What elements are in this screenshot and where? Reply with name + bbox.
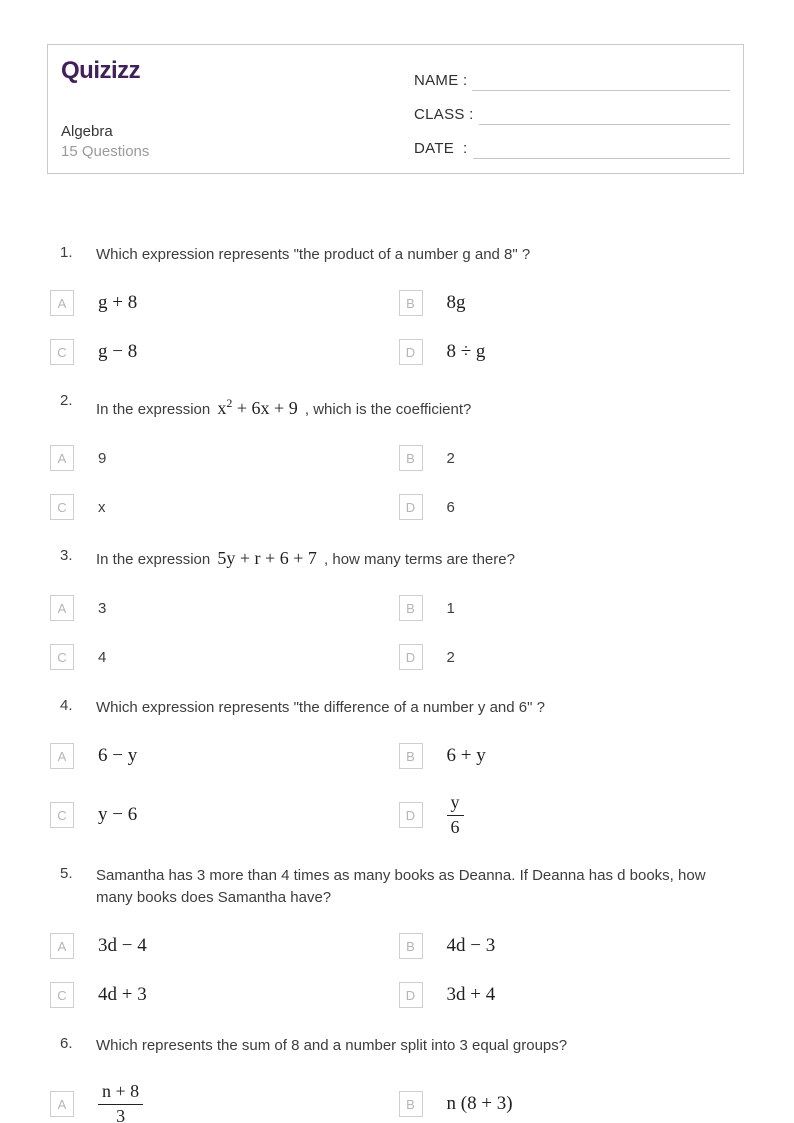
question-number: 2. <box>60 392 73 409</box>
worksheet-header <box>47 44 744 174</box>
options-grid <box>47 743 744 838</box>
option-c <box>47 802 396 828</box>
question-text <box>96 865 744 909</box>
field-label-name: NAME : <box>414 72 468 89</box>
option-c <box>47 339 396 365</box>
option-content: 4d + 3 <box>98 984 147 1006</box>
fraction-denominator: 6 <box>450 816 460 837</box>
option-d <box>396 494 745 520</box>
question-header-row <box>47 1035 744 1057</box>
question-text-segment: Which expression represents "the product of a number g and 8" ? <box>96 246 531 263</box>
fraction-denominator: 3 <box>116 1105 126 1123</box>
option-content: 8 ÷ g <box>446 341 486 362</box>
option-letter-box[interactable]: D <box>399 494 423 520</box>
options-grid <box>47 595 744 670</box>
question-number: 4. <box>60 697 73 714</box>
option-content: g − 8 <box>98 341 138 362</box>
option-content: 4 <box>98 648 107 666</box>
option-letter-box[interactable]: D <box>399 339 423 365</box>
question-math-expression: 5y + r + 6 + 7 <box>217 548 317 568</box>
option-content: 9 <box>98 449 107 467</box>
option-letter-box[interactable]: B <box>399 1091 423 1117</box>
question-text <box>96 1035 744 1057</box>
option-letter-box[interactable]: B <box>399 595 423 621</box>
option-a <box>47 933 396 959</box>
option-letter-box[interactable]: B <box>399 290 423 316</box>
option-content: 4d − 3 <box>446 935 496 957</box>
question-header-row <box>47 392 744 421</box>
quizizz-logo <box>61 57 140 85</box>
question-text <box>96 697 744 719</box>
option-letter-box[interactable]: A <box>50 290 74 316</box>
quiz-title: Algebra <box>61 123 113 140</box>
student-fields <box>414 69 730 171</box>
options-grid <box>47 1081 744 1123</box>
option-content: 8g <box>446 292 466 313</box>
option-c <box>47 494 396 520</box>
fraction-numerator: n + 8 <box>98 1081 143 1105</box>
option-content: 2 <box>446 449 455 467</box>
options-grid <box>47 933 744 1008</box>
option-letter-box[interactable]: B <box>399 445 423 471</box>
question-text-segment: Samantha has 3 more than 4 times as many books as Deanna. If Deanna has d books, how many books does Samantha have? <box>96 867 706 907</box>
fraction-numerator: y <box>447 792 464 816</box>
option-letter-box[interactable]: A <box>50 743 74 769</box>
option-letter-box[interactable]: D <box>399 982 423 1008</box>
question-number: 6. <box>60 1035 73 1053</box>
option-content: 3d + 4 <box>446 984 496 1006</box>
question-text-segment: , which is the coefficient? <box>300 401 472 418</box>
option-b <box>396 595 745 621</box>
option-b <box>396 933 745 959</box>
option-letter-box[interactable]: A <box>50 595 74 621</box>
option-a <box>47 290 396 316</box>
option-letter-box[interactable]: C <box>50 802 74 828</box>
questions-list <box>47 244 744 1123</box>
question-3 <box>47 547 744 670</box>
option-letter-box[interactable]: B <box>399 743 423 769</box>
option-d <box>396 339 745 365</box>
option-letter-box[interactable]: C <box>50 982 74 1008</box>
question-text-segment: In the expression <box>96 401 215 418</box>
option-content: 6 − y <box>98 745 138 766</box>
option-c <box>47 982 396 1008</box>
field-line-class[interactable] <box>479 104 730 125</box>
question-6 <box>47 1035 744 1123</box>
option-content: g + 8 <box>98 292 138 313</box>
option-content: n (8 + 3) <box>446 1093 513 1115</box>
option-letter-box[interactable]: C <box>50 494 74 520</box>
field-label-class: CLASS : <box>414 106 474 123</box>
option-b <box>396 290 745 316</box>
option-letter-box[interactable]: A <box>50 933 74 959</box>
question-text-segment: , how many terms are there? <box>319 551 515 568</box>
option-a <box>47 743 396 769</box>
question-header-row <box>47 244 744 266</box>
option-letter-box[interactable]: C <box>50 644 74 670</box>
option-content: x <box>98 498 106 516</box>
question-header-row <box>47 697 744 719</box>
quiz-question-count: 15 Questions <box>61 143 150 160</box>
option-b <box>396 445 745 471</box>
option-content: 6 <box>446 498 455 516</box>
option-content: 3d − 4 <box>98 935 147 957</box>
field-row-name <box>414 69 730 91</box>
question-text <box>96 244 744 266</box>
option-content: 3 <box>98 599 107 617</box>
field-label-date: DATE : <box>414 140 468 157</box>
question-4 <box>47 697 744 838</box>
question-text-segment: In the expression <box>96 551 215 568</box>
field-row-date <box>414 137 730 159</box>
option-content: y − 6 <box>98 804 138 826</box>
option-content: 6 + y <box>446 745 486 766</box>
option-content: 2 <box>446 648 455 666</box>
question-text <box>96 547 744 571</box>
option-letter-box[interactable]: D <box>399 802 423 828</box>
question-number: 3. <box>60 547 73 564</box>
option-a <box>47 595 396 621</box>
option-fraction <box>98 1081 143 1123</box>
options-grid <box>47 290 744 365</box>
option-b <box>396 743 745 769</box>
option-letter-box[interactable]: D <box>399 644 423 670</box>
option-content: 1 <box>446 599 455 617</box>
field-row-class <box>414 103 730 125</box>
quiz-meta <box>61 122 149 162</box>
question-number: 1. <box>60 244 73 261</box>
field-line-name[interactable] <box>472 70 730 91</box>
question-math-expression: $x^2 + 6x + 9$ <box>217 396 298 418</box>
question-2 <box>47 392 744 520</box>
option-fraction <box>447 792 464 838</box>
option-b <box>396 1091 745 1117</box>
option-letter-box[interactable]: A <box>50 445 74 471</box>
option-letter-box[interactable]: B <box>399 933 423 959</box>
option-letter-box[interactable]: C <box>50 339 74 365</box>
option-d <box>396 982 745 1008</box>
question-number: 5. <box>60 865 73 883</box>
question-1 <box>47 244 744 365</box>
quizizz-logo-text: Quizizz <box>61 57 141 84</box>
field-line-date[interactable] <box>473 138 731 159</box>
question-header-row <box>47 865 744 909</box>
question-text-segment: Which represents the sum of 8 and a number split into 3 equal groups? <box>96 1037 568 1055</box>
option-c <box>47 644 396 670</box>
option-a <box>47 445 396 471</box>
question-text-segment: Which expression represents "the difference of a number y and 6" ? <box>96 699 545 716</box>
option-letter-box[interactable]: A <box>50 1091 74 1117</box>
option-a <box>47 1081 396 1123</box>
question-header-row <box>47 547 744 571</box>
option-d <box>396 792 745 838</box>
question-5 <box>47 865 744 1008</box>
options-grid <box>47 445 744 520</box>
question-text <box>96 392 744 421</box>
option-d <box>396 644 745 670</box>
